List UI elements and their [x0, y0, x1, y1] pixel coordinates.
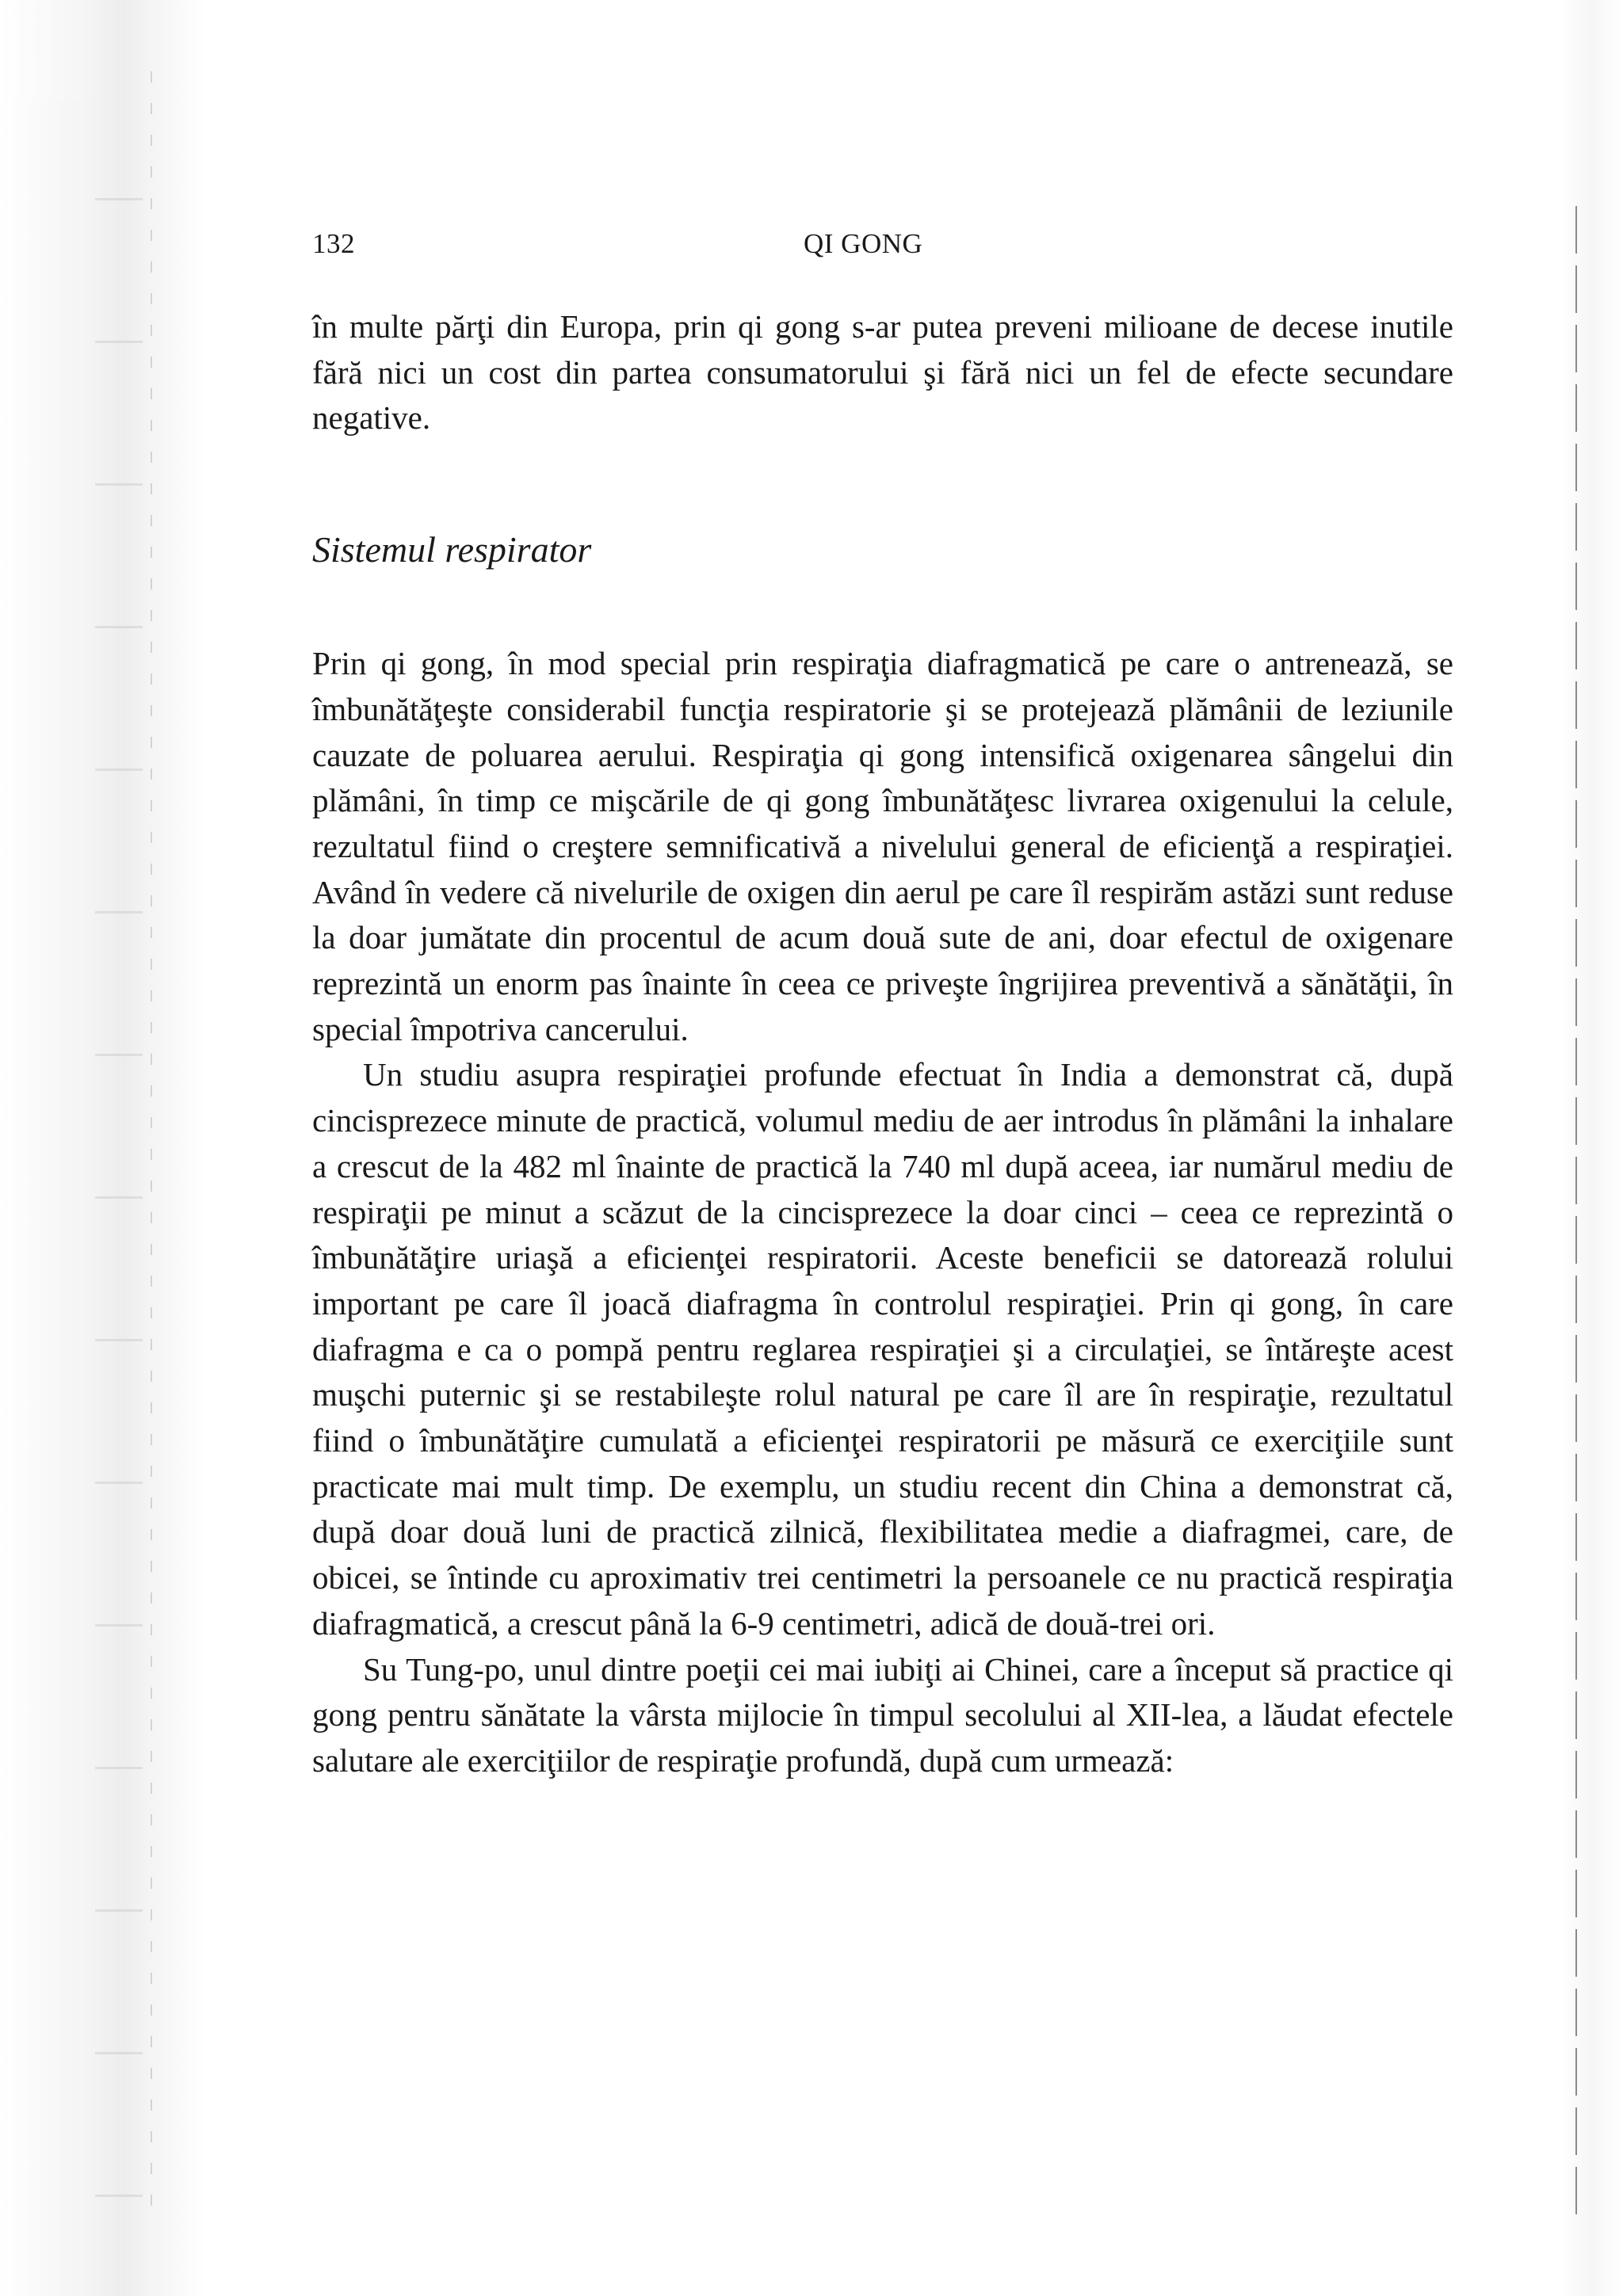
page-number: 132	[312, 228, 355, 259]
paragraph-respiratory-function: Prin qi gong, în mod special prin respiraţia diafragmatică pe care o antrenează, se îmbunătăţeşte considerabil funcţia respiratorie şi se protejează plămânii de leziunile cauzate de poluarea aerului. Respiraţia qi gong intensifică oxigenarea sângelui din plămâni, în timp ce mişcările de qi gong îmbunătăţesc livrarea oxigenului la celule, rezultatul fiind o creştere semnificativă a nivelului general de eficienţă a respiraţiei. Având în vedere că nivelurile de oxigen din aerul pe care îl respirăm astăzi sunt reduse la doar jumătate din procentul de acum două sute de ani, doar efectul de oxigenare reprezintă un enorm pas înainte în ceea ce priveşte îngrijirea preventivă a sănătăţii, în special împotriva cancerului.	[312, 645, 1453, 1047]
running-title: QI GONG	[804, 228, 923, 259]
body-text	[312, 304, 1453, 1784]
scan-shadow-right	[1560, 0, 1623, 2296]
continuation-paragraph: în multe părţi din Europa, prin qi gong s-ar putea preveni milioane de decese inutile fără nici un cost din partea consumatorului şi fără nici un fel de efecte secundare negative.	[312, 308, 1453, 437]
paragraph-india-study: Un studiu asupra respiraţiei profunde efectuat în India a demonstrat că, după cincisprezece minute de practică, volumul mediu de aer introdus în plămâni la inhalare a crescut de la 482 ml înainte de practică la 740 ml după aceea, iar numărul mediu de respiraţii pe minut a scăzut de la cincisprezece la doar cinci – ceea ce reprezintă o îmbunătăţire uriaşă a eficienţei respiratorii. Aceste beneficii se datorează rolului important pe care îl joacă diafragma în controlul respiraţiei. Prin qi gong, în care diafragma e ca o pompă pentru reglarea respiraţiei şi a circulaţiei, se întăreşte acest muşchi puternic şi se restabileşte rolul natural pe care îl are în respiraţie, rezultatul fiind o îmbunătăţire cumulată a eficienţei respiratorii pe măsură ce exerciţiile sunt practicate mai mult timp. De exemplu, un studiu recent din China a demonstrat că, după doar două luni de practică zilnică, flexibilitatea medie a diafragmei, care, de obicei, se întinde cu aproximativ trei centimetri la persoanele ce nu practică respiraţia diafragmatică, a crescut până la 6-9 centimetri, adică de două-trei ori.	[312, 1056, 1453, 1642]
paragraph-su-tung-po: Su Tung-po, unul dintre poeţii cei mai iubiţi ai Chinei, care a început să practice qi gong pentru sănătate la vârsta mijlocie în timpul secolului al XII-lea, a lăudat efectele salutare ale exerciţiilor de respiraţie profundă, după cum urmează:	[312, 1650, 1453, 1779]
scan-shadow-left	[0, 0, 206, 2296]
book-page	[312, 222, 1453, 1784]
section-heading: Sistemul respirator	[312, 529, 592, 570]
running-head	[312, 222, 1453, 269]
